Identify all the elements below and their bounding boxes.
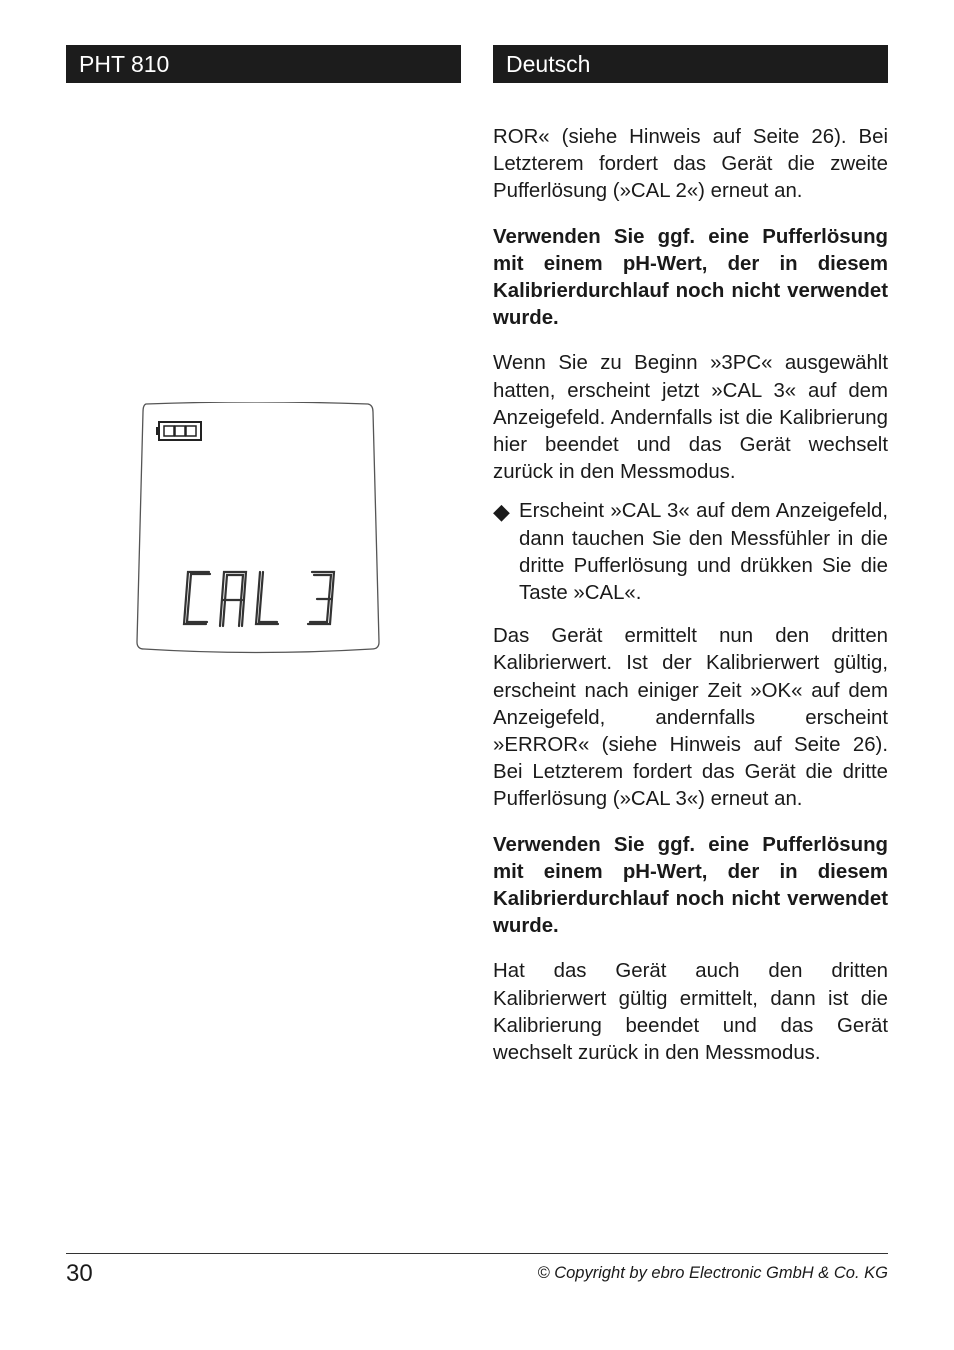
diamond-bullet-icon: ◆	[493, 499, 510, 525]
paragraph: Hat das Gerät auch den dritten Kalibrierwert gültig ermittelt, dann ist die Kalibrierung beendet und das Gerät wechselt zurück in den Messmodus.	[493, 960, 888, 1065]
page-number: 30	[66, 1260, 93, 1287]
header-language-label: Deutsch	[506, 51, 591, 77]
warning-paragraph: Verwenden Sie ggf. eine Pufferlösung mit einem pH-Wert, der in diesem Kalibrierdurchlauf noch nicht verwendet wurde.	[493, 225, 888, 330]
instruction-bullet	[493, 498, 888, 607]
paragraph: ROR« (siehe Hinweis auf Seite 26). Bei Letzterem fordert das Gerät die zweite Pufferlösung (»CAL 2«) erneut an.	[493, 126, 888, 203]
battery-full-icon	[156, 422, 201, 440]
copyright-notice: © Copyright by ebro Electronic GmbH & Co. KG	[537, 1264, 888, 1282]
header-language	[493, 45, 888, 83]
bullet-text: Erscheint »CAL 3« auf dem Anzeigefeld, dann tauchen Sie den Messfühler in die dritte Pufferlösung und drükken Sie die Taste »CAL«.	[519, 500, 888, 605]
paragraph: Das Gerät ermittelt nun den dritten Kalibrierwert. Ist der Kalibrierwert gültig, erscheint nach einiger Zeit »OK« auf dem Anzeigefeld, andernfalls erscheint »ERROR« (siehe Hinweis auf Seite 26). Bei Letzterem fordert das Gerät die dritte Pufferlösung (»CAL 3«) erneut an.	[493, 625, 888, 811]
footer-divider	[66, 1253, 888, 1254]
header-product-name	[66, 45, 461, 83]
main-text-column	[493, 124, 888, 1085]
warning-paragraph: Verwenden Sie ggf. eine Pufferlösung mit einem pH-Wert, der in diesem Kalibrierdurchlauf noch nicht verwendet wurde.	[493, 833, 888, 938]
header-product-label: PHT 810	[79, 51, 170, 77]
paragraph: Wenn Sie zu Beginn »3PC« ausgewählt hatten, erscheint jetzt »CAL 3« auf dem Anzeigefeld. Andernfalls ist die Kalibrierung hier beendet und das Gerät wechselt zurück in den Messmodus.	[493, 352, 888, 484]
lcd-display-illustration	[136, 402, 380, 654]
